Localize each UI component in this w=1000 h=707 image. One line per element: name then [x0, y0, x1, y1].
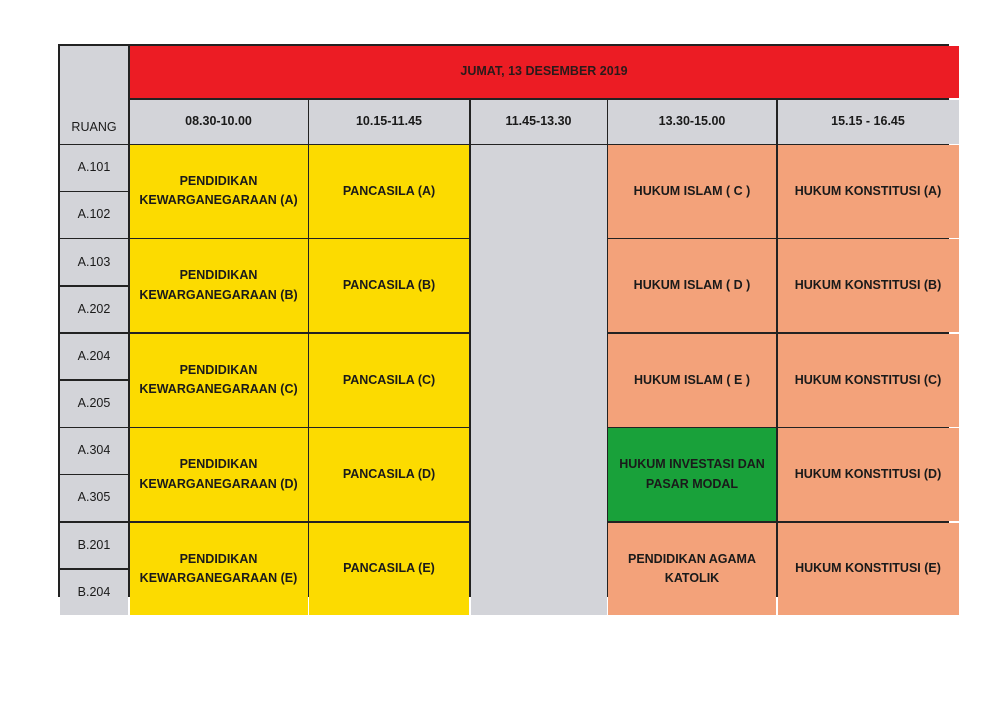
- time-slot-5: 15.15 - 16.45: [778, 100, 959, 144]
- course-cell: PENDIDIKAN KEWARGANEGARAAN (B): [130, 239, 308, 332]
- course-cell: PANCASILA (A): [309, 145, 469, 238]
- course-cell: PANCASILA (C): [309, 334, 469, 427]
- course-cell: PENDIDIKAN KEWARGANEGARAAN (C): [130, 334, 308, 427]
- date-header: JUMAT, 13 DESEMBER 2019: [130, 46, 959, 98]
- room-cell: B.204: [60, 570, 128, 616]
- time-slot-2: 10.15-11.45: [309, 100, 469, 144]
- course-cell: HUKUM KONSTITUSI (E): [778, 523, 959, 616]
- room-cell: A.204: [60, 334, 128, 380]
- course-cell: HUKUM ISLAM ( E ): [608, 334, 776, 427]
- course-cell: HUKUM KONSTITUSI (C): [778, 334, 959, 427]
- break-column: [471, 145, 607, 615]
- room-cell: A.202: [60, 287, 128, 333]
- course-cell: PENDIDIKAN KEWARGANEGARAAN (D): [130, 428, 308, 521]
- room-cell: A.205: [60, 381, 128, 427]
- room-cell: B.201: [60, 523, 128, 569]
- course-cell: PENDIDIKAN AGAMA KATOLIK: [608, 523, 776, 616]
- course-cell: HUKUM KONSTITUSI (A): [778, 145, 959, 238]
- course-cell: PANCASILA (D): [309, 428, 469, 521]
- course-cell: HUKUM ISLAM ( C ): [608, 145, 776, 238]
- course-cell: HUKUM KONSTITUSI (B): [778, 239, 959, 332]
- room-cell: A.103: [60, 239, 128, 285]
- course-cell: PENDIDIKAN KEWARGANEGARAAN (A): [130, 145, 308, 238]
- room-cell: A.102: [60, 192, 128, 238]
- room-cell: A.305: [60, 475, 128, 521]
- schedule-table: [58, 44, 949, 597]
- time-slot-4: 13.30-15.00: [608, 100, 776, 144]
- room-cell: A.304: [60, 428, 128, 474]
- course-cell: HUKUM KONSTITUSI (D): [778, 428, 959, 521]
- time-slot-1: 08.30-10.00: [130, 100, 308, 144]
- ruang-header: RUANG: [60, 46, 128, 144]
- course-cell: PANCASILA (E): [309, 523, 469, 616]
- time-slot-3: 11.45-13.30: [471, 100, 607, 144]
- course-cell: HUKUM ISLAM ( D ): [608, 239, 776, 332]
- room-cell: A.101: [60, 145, 128, 191]
- course-cell: PANCASILA (B): [309, 239, 469, 332]
- course-cell: HUKUM INVESTASI DAN PASAR MODAL: [608, 428, 776, 521]
- course-cell: PENDIDIKAN KEWARGANEGARAAN (E): [130, 523, 308, 616]
